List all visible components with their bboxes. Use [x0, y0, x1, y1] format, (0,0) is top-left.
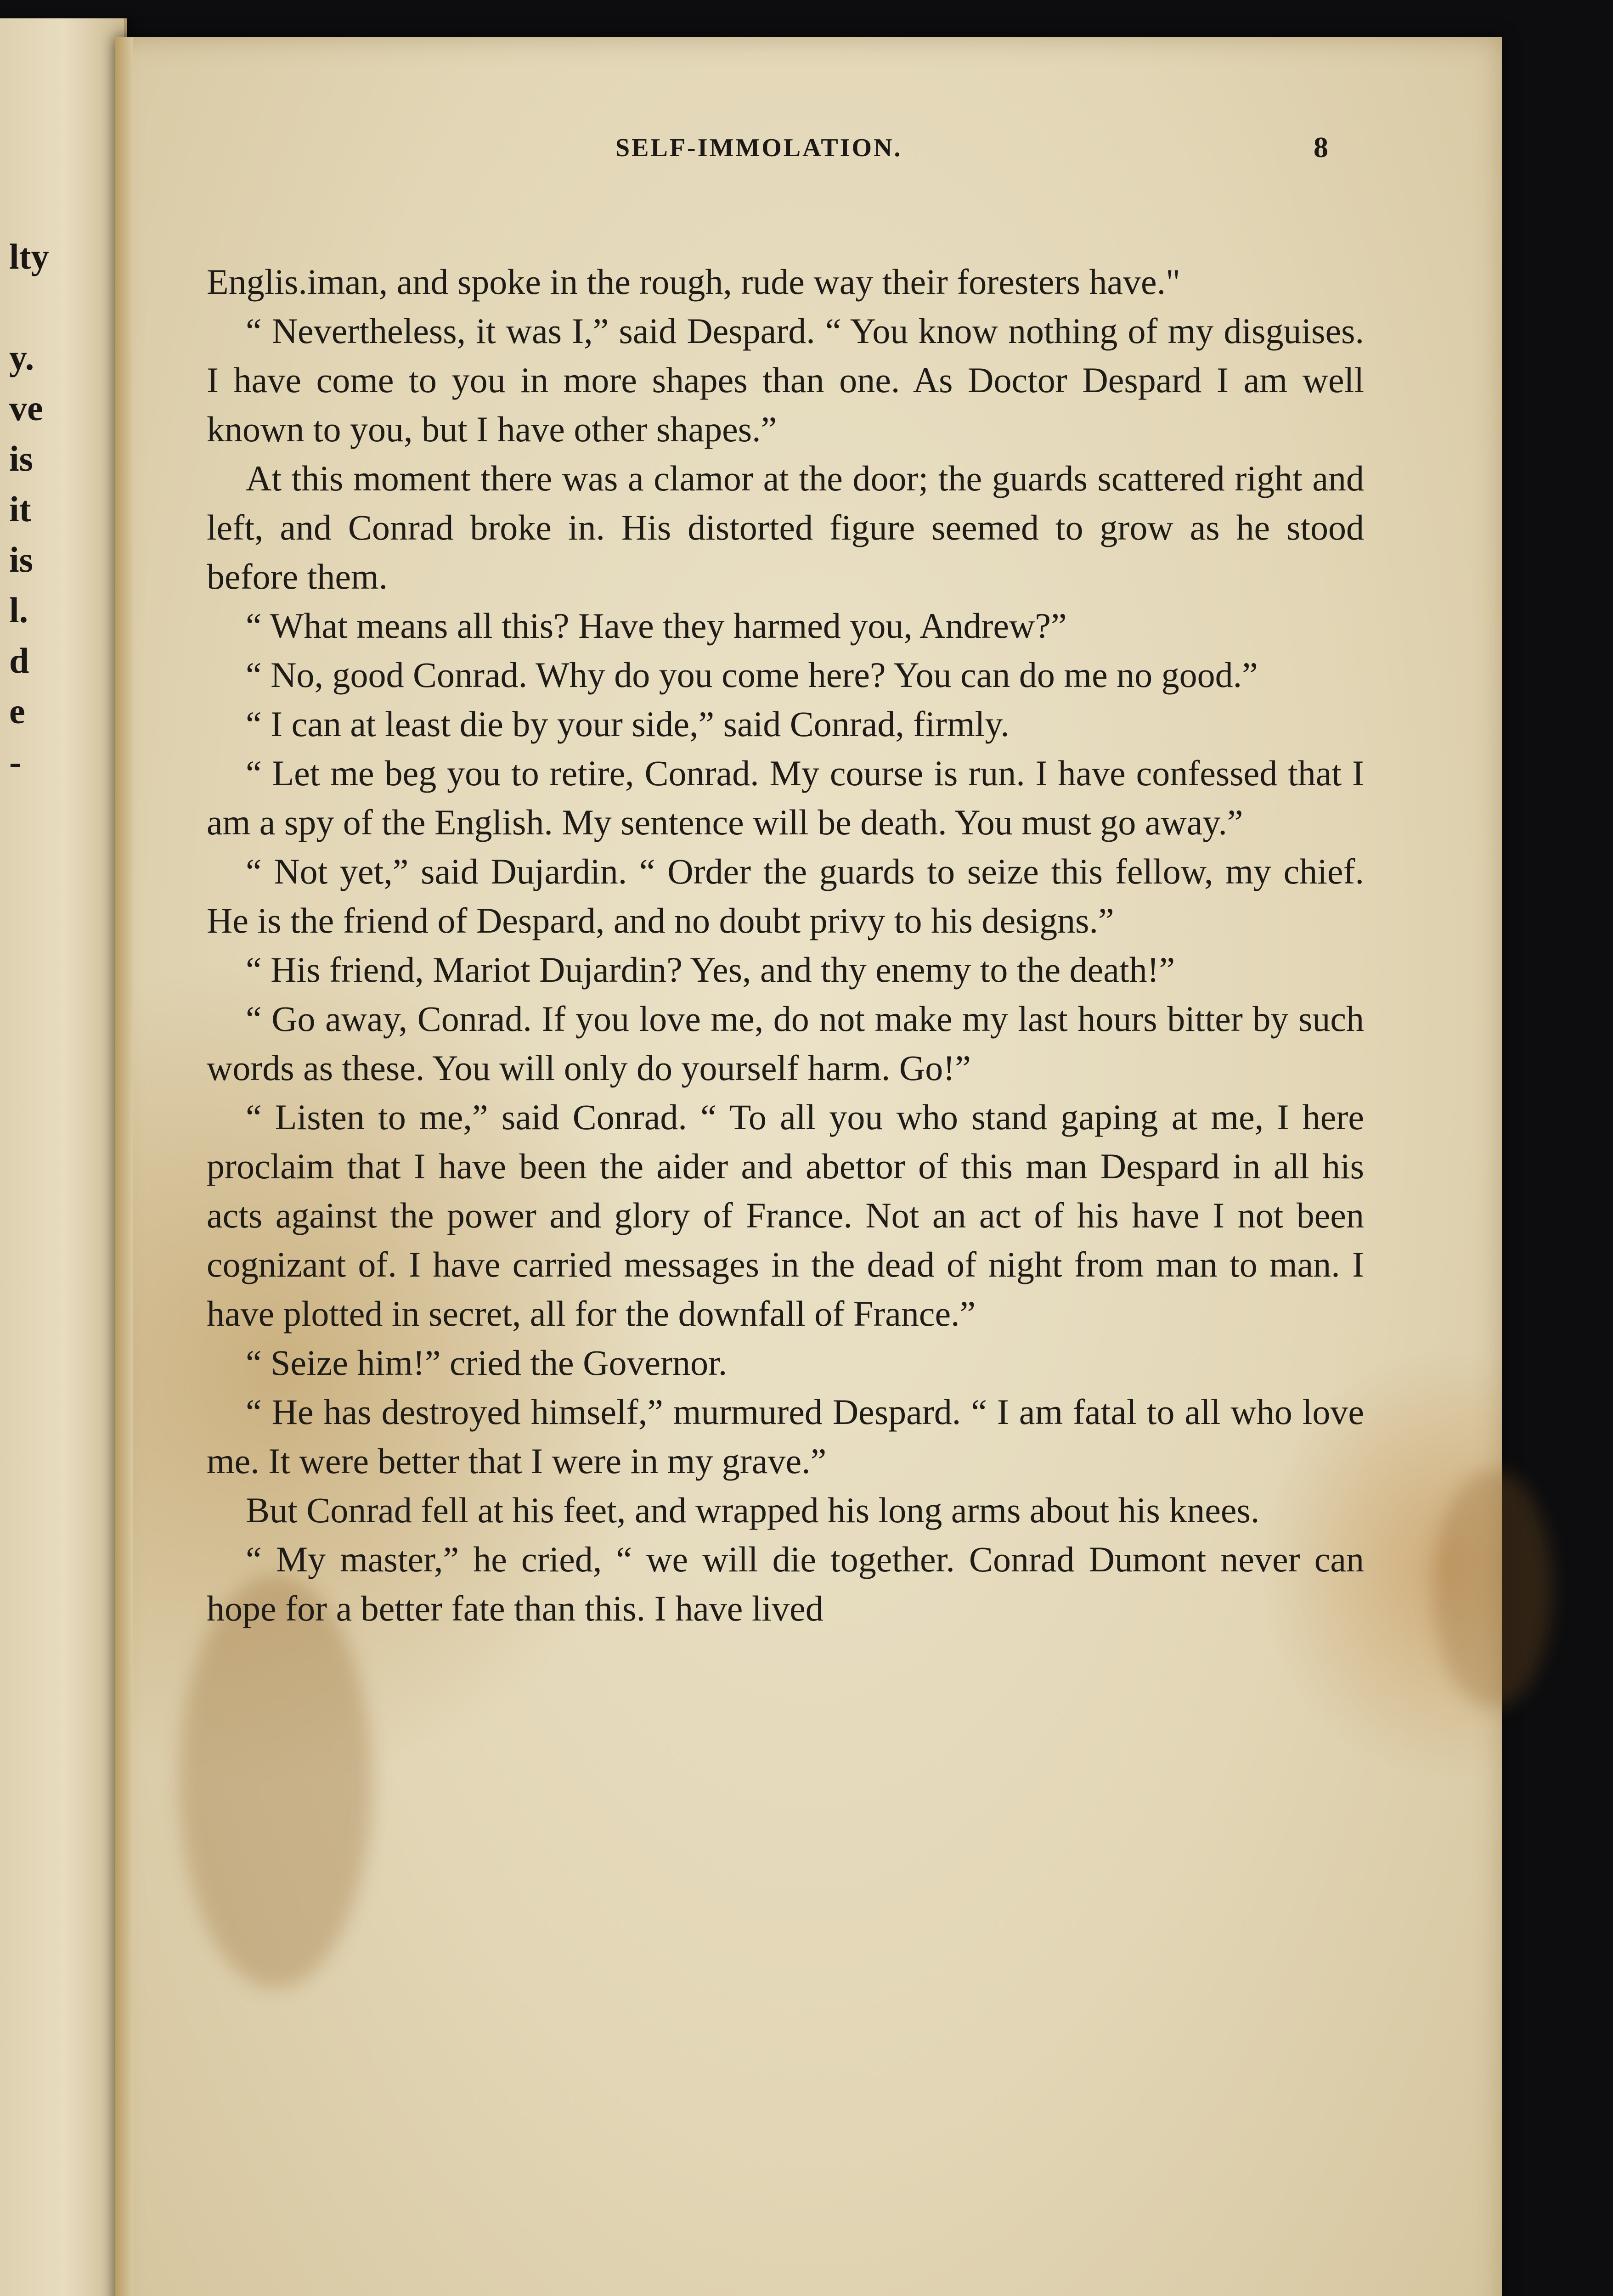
- page-number: 8: [1314, 131, 1328, 163]
- paragraph: “ Not yet,” said Dujardin. “ Order the guards to seize this fellow, my chief. He is the friend of Despard, and no doubt privy to his designs.”: [207, 851, 1364, 940]
- paragraph: But Conrad fell at his feet, and wrapped his long arms about his knees.: [246, 1490, 1260, 1530]
- paragraph: At this moment there was a clamor at the door; the guards scattered right and left, and Conrad broke in. His distorted figure seemed to grow as he stood before them.: [207, 458, 1364, 597]
- page-gutter: [115, 37, 133, 2296]
- paragraph: “ My master,” he cried, “ we will die together. Conrad Dumont never can hope for a better fate than this. I have lived: [207, 1539, 1364, 1628]
- left-page-fragment: -: [9, 742, 21, 782]
- paragraph: “ Nevertheless, it was I,” said Despard. “ You know nothing of my disguises. I have come to you in more shapes than one. As Doctor Despard I am well known to you, but I have other shapes.”: [207, 311, 1364, 449]
- body-text: [207, 257, 1364, 1633]
- left-page-fragment: it: [9, 489, 31, 529]
- left-page-fragment: e: [9, 691, 25, 731]
- paragraph: “ Seize him!” cried the Governor.: [246, 1343, 728, 1383]
- paragraph: “ He has destroyed himself,” murmured Despard. “ I am fatal to all who love me. It were better that I were in my grave.”: [207, 1392, 1364, 1481]
- paragraph: “ What means all this? Have they harmed you, Andrew?”: [246, 606, 1067, 646]
- left-page-fragment: is: [9, 540, 34, 580]
- paragraph: “ Listen to me,” said Conrad. “ To all you who stand gaping at me, I here proclaim that I have been the aider and abettor of this man Despard in all his acts against the power and glory of France. Not an act of his have I not been cognizant of. I have carried messages in the dead of night from man to man. I have plotted in secret, all for the downfall of France.”: [207, 1097, 1364, 1334]
- paragraph: Englis.iman, and spoke in the rough, rude way their foresters have.": [207, 262, 1180, 302]
- water-stain: [1433, 1469, 1552, 1708]
- paragraph: “ His friend, Mariot Dujardin? Yes, and thy enemy to the death!”: [246, 950, 1175, 990]
- page-header: [115, 133, 1502, 174]
- left-page-edge: [0, 18, 127, 2296]
- paragraph: “ I can at least die by your side,” said Conrad, firmly.: [246, 704, 1010, 744]
- left-page-fragment: lty: [9, 236, 49, 276]
- left-page-fragment: l.: [9, 590, 28, 630]
- paragraph: “ No, good Conrad. Why do you come here? You can do me no good.”: [246, 655, 1258, 695]
- left-page-fragment: ve: [9, 388, 43, 428]
- left-page-fragment: d: [9, 641, 29, 681]
- water-stain: [179, 1575, 372, 1988]
- book-page: [115, 37, 1502, 2296]
- paragraph: “ Go away, Conrad. If you love me, do not make my last hours bitter by such words as these. You will only do yourself harm. Go!”: [207, 999, 1364, 1088]
- left-page-fragment: is: [9, 439, 34, 478]
- left-page-fragment: y.: [9, 338, 34, 377]
- paragraph: “ Let me beg you to retire, Conrad. My course is run. I have confessed that I am a spy of the English. My sentence will be death. You must go away.”: [207, 753, 1364, 842]
- running-head: SELF-IMMOLATION.: [615, 134, 902, 162]
